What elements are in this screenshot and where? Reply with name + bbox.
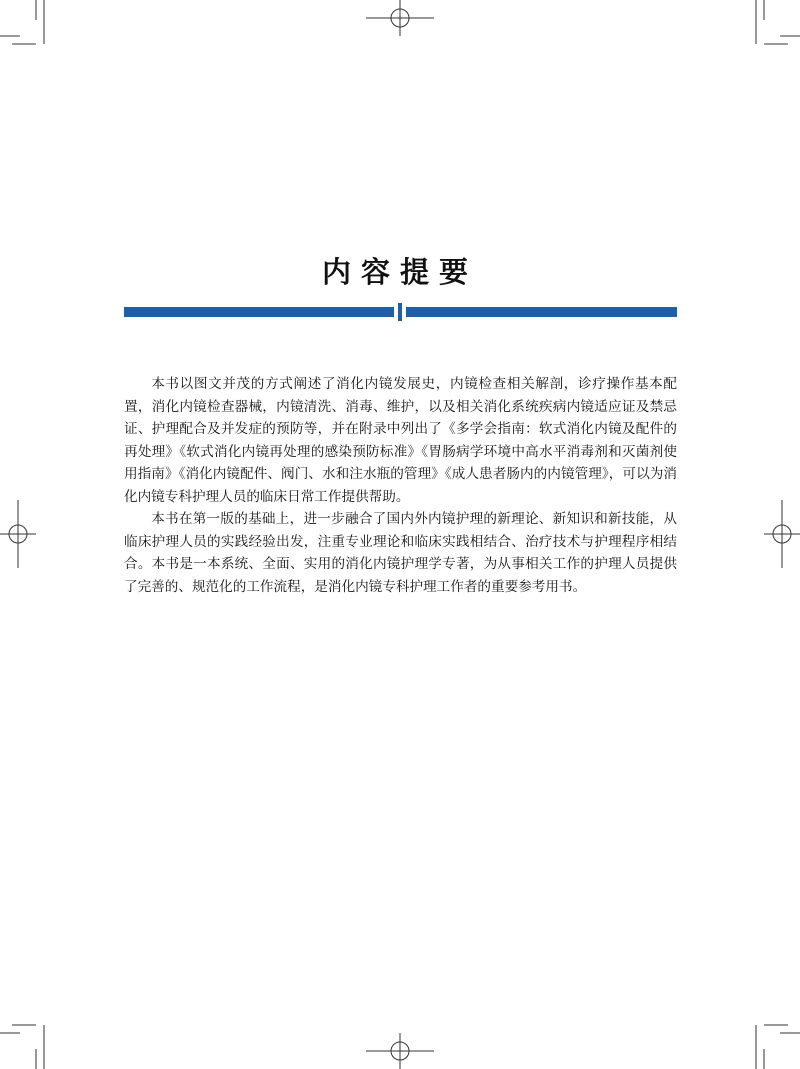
- title-rule-left: [124, 307, 394, 317]
- registration-mark-bottom: [366, 1033, 434, 1069]
- summary-body: [124, 373, 677, 598]
- summary-paragraph: 本书在第一版的基础上，进一步融合了国内外内镜护理的新理论、新知识和新技能，从临床护理人员的实践经验出发，注重专业理论和临床实践相结合、治疗技术与护理程序相结合。本书是一本系统、全面、实用的消化内镜护理学专著，为从事相关工作的护理人员提供了完善的、规范化的工作流程，是消化内镜专科护理工作者的重要参考用书。: [124, 511, 677, 595]
- page-title: 内容提要: [321, 255, 478, 289]
- title-rule-right: [406, 307, 677, 317]
- summary-paragraph: 本书以图文并茂的方式阐述了消化内镜发展史，内镜检查相关解剖，诊疗操作基本配置，消化内镜检查器械，内镜清洗、消毒、维护，以及相关消化系统疾病内镜适应证及禁忌证、护理配合及并发症的预防等，并在附录中列出了《多学会指南：软式消化内镜及配件的再处理》《软式消化内镜再处理的感染预防标准》《胃肠病学环境中高水平消毒剂和灭菌剂使用指南》《消化内镜配件、阀门、水和注水瓶的管理》《成人患者肠内的内镜管理》，可以为消化内镜专科护理人员的临床日常工作提供帮助。: [124, 376, 677, 505]
- title-rule-center-mark: [398, 303, 402, 321]
- registration-mark-left: [0, 500, 36, 568]
- registration-mark-right: [764, 500, 800, 568]
- registration-mark-top: [366, 0, 434, 36]
